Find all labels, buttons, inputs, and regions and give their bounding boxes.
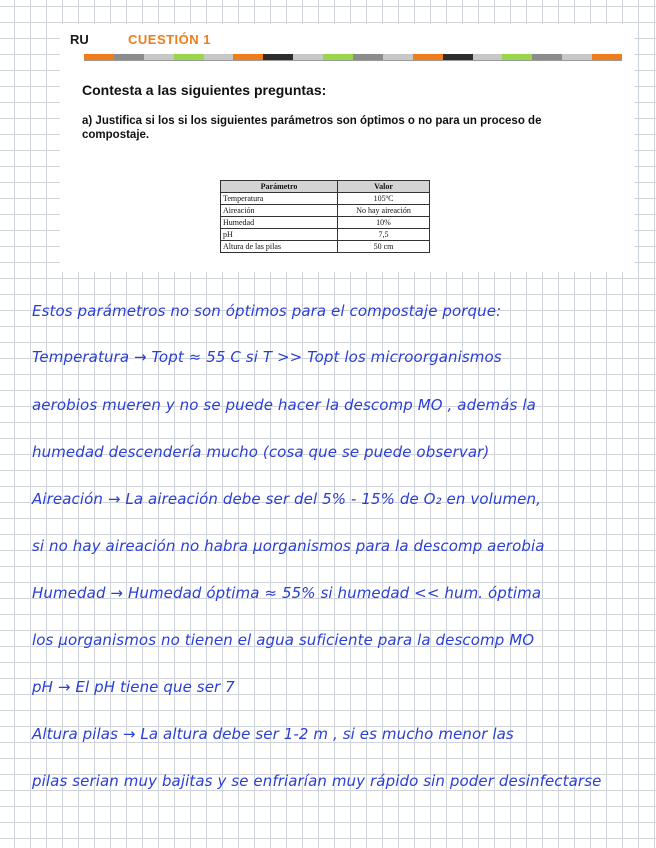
- table-header-parameter: Parámetro: [221, 181, 338, 193]
- instruction-text: Contesta a las siguientes preguntas:: [82, 82, 327, 98]
- table-cell-parameter: Altura de las pilas: [221, 241, 338, 253]
- table-cell-value: 10%: [338, 217, 430, 229]
- header-code: RU: [70, 32, 89, 47]
- table-cell-parameter: pH: [221, 229, 338, 241]
- handwritten-line: Humedad → Humedad óptima ≈ 55% si humedad << hum. óptima: [32, 584, 542, 602]
- header-title: CUESTIÓN 1: [128, 32, 212, 47]
- handwritten-line: pH → El pH tiene que ser 7: [32, 678, 235, 696]
- handwritten-line: Aireación → La aireación debe ser del 5% - 15% de O₂ en volumen,: [32, 490, 541, 508]
- handwritten-line: Estos parámetros no son óptimos para el compostaje porque:: [32, 302, 502, 320]
- table-cell-parameter: Aireación: [221, 205, 338, 217]
- handwritten-line: si no hay aireación no habra µorganismos para la descomp aerobia: [32, 537, 545, 555]
- table-cell-parameter: Temperatura: [221, 193, 338, 205]
- handwritten-line: Temperatura → Topt ≈ 55 C si T >> Topt los microorganismos: [32, 348, 502, 366]
- handwritten-line: los µorganismos no tienen el agua suficiente para la descomp MO: [32, 631, 535, 649]
- table-cell-value: 7,5: [338, 229, 430, 241]
- table-cell-value: 50 cm: [338, 241, 430, 253]
- table-cell-value: No hay aireación: [338, 205, 430, 217]
- handwritten-line: aerobios mueren y no se puede hacer la descomp MO , además la: [32, 396, 536, 414]
- table-cell-value: 105ºC: [338, 193, 430, 205]
- table-cell-parameter: Humedad: [221, 217, 338, 229]
- table-header-value: Valor: [338, 181, 430, 193]
- question-text: a) Justifica si los si los siguientes parámetros son óptimos o no para un proceso de compostaje.: [82, 115, 542, 141]
- handwritten-line: pilas serian muy bajitas y se enfriarían muy rápido sin poder desinfectarse: [32, 772, 602, 790]
- handwritten-line: humedad descendería mucho (cosa que se puede observar): [32, 443, 490, 461]
- handwritten-line: Altura pilas → La altura debe ser 1-2 m , si es mucho menor las: [32, 725, 514, 743]
